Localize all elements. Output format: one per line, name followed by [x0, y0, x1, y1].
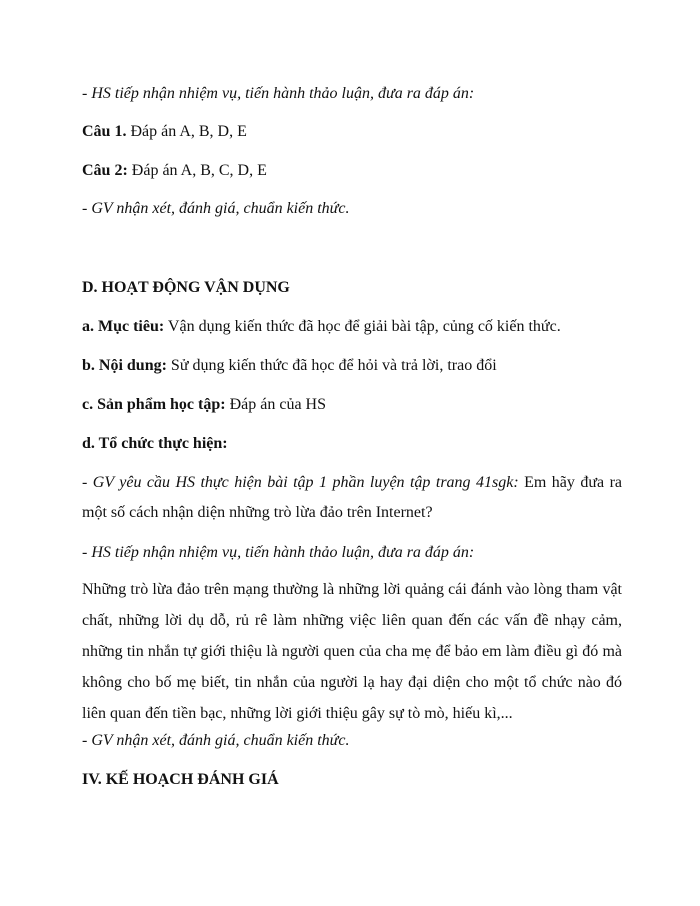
section-iv-heading: IV. KẾ HOẠCH ĐÁNH GIÁ [82, 771, 279, 788]
noi-dung-line [82, 356, 497, 376]
hs-receive-line-1: - HS tiếp nhận nhiệm vụ, tiến hành thảo luận, đưa ra đáp án: [82, 85, 475, 102]
gv-review-line-1: - GV nhận xét, đánh giá, chuẩn kiến thức. [82, 200, 350, 217]
cau-1-text: Đáp án A, B, D, E [126, 123, 247, 140]
muc-tieu-line [82, 317, 561, 337]
gv-review-line-2: - GV nhận xét, đánh giá, chuẩn kiến thức. [82, 732, 350, 749]
san-pham-label: c. Sản phẩm học tập: [82, 396, 226, 413]
cau-2-line [82, 161, 267, 181]
noi-dung-label: b. Nội dung: [82, 357, 167, 374]
cau-1-label: Câu 1. [82, 123, 127, 140]
san-pham-line [82, 395, 326, 415]
muc-tieu-label: a. Mục tiêu: [82, 318, 165, 335]
san-pham-text: Đáp án của HS [225, 396, 326, 413]
gv-request-paragraph [82, 468, 622, 528]
muc-tieu-text: Vận dụng kiến thức đã học để giải bài tập, củng cố kiến thức. [164, 318, 561, 335]
cau-2-text: Đáp án A, B, C, D, E [127, 162, 267, 179]
answer-paragraph: Những trò lừa đảo trên mạng thường là những lời quảng cái đánh vào lòng tham vật chất, những lời dụ dỗ, rủ rê làm những việc liên quan đến các vấn đề nhạy cảm, những tin nhắn tự giới thiệu là người quen của cha mẹ để bảo em làm điều gì đó mà không cho bố mẹ biết, tin nhắn của người lạ hay đại diện cho một tổ chức nào đó liên quan đến tiền bạc, những lời giới thiệu gây sự tò mò, hiếu kì,... [82, 581, 622, 722]
hs-receive-line-2: - HS tiếp nhận nhiệm vụ, tiến hành thảo luận, đưa ra đáp án: [82, 544, 475, 561]
noi-dung-text: Sử dụng kiến thức đã học để hỏi và trả lời, trao đổi [166, 357, 497, 374]
cau-2-label: Câu 2: [82, 162, 128, 179]
gv-request-plain: Em hãy đưa ra một số cách nhận diện những trò lừa đảo trên Internet? [82, 474, 622, 521]
cau-1-line [82, 122, 247, 142]
to-chuc-heading: d. Tổ chức thực hiện: [82, 435, 228, 452]
gv-request-italic: - GV yêu cầu HS thực hiện bài tập 1 phần luyện tập trang 41sgk: [82, 474, 519, 491]
section-d-heading: D. HOẠT ĐỘNG VẬN DỤNG [82, 279, 290, 296]
